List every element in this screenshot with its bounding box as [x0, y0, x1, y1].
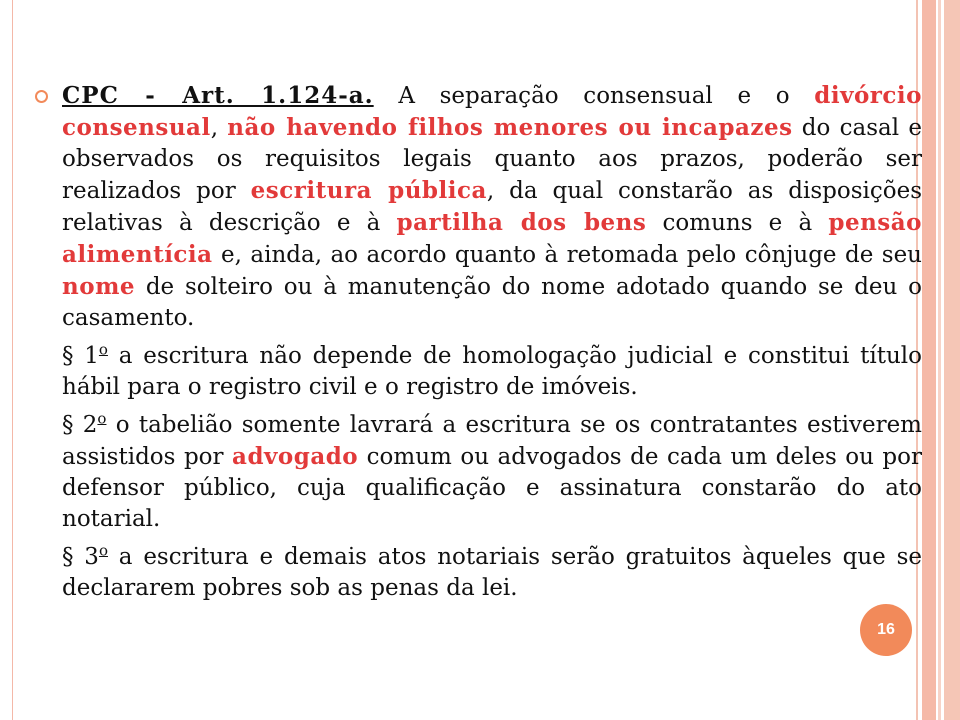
section-symbol: § 2 — [62, 412, 98, 438]
highlight-partilha: partilha dos bens — [396, 209, 647, 236]
text-segment: de solteiro ou à manutenção do nome adotado quando se deu o casamento. — [62, 274, 922, 331]
ordinal-sup: o — [98, 541, 108, 560]
right-frame-stripes — [916, 0, 960, 720]
section-symbol: § 3 — [62, 544, 99, 570]
highlight-escritura: escritura pública — [250, 177, 487, 204]
highlight-nome: nome — [62, 273, 136, 300]
highlight-filhos: não havendo filhos menores ou incapazes — [227, 114, 793, 141]
text-segment: , — [210, 115, 228, 141]
slide-content — [32, 80, 922, 611]
text-segment: do casal e observados os requisitos legais quanto aos prazos, poderão ser realizados por — [62, 115, 922, 204]
ordinal-sup: o — [97, 409, 107, 428]
article-reference: CPC - Art. 1.124-a. — [62, 82, 374, 109]
page-number-badge: 16 — [860, 604, 912, 656]
highlight-advogado: advogado — [232, 443, 359, 470]
text-segment: , da qual constarão as disposições relativas à descrição e à — [62, 178, 923, 236]
paragraph-2 — [32, 410, 922, 535]
left-frame-border — [0, 0, 13, 720]
bullet-circle-icon — [35, 90, 48, 103]
paragraph-1 — [32, 341, 922, 403]
highlight-pensao: pensão alimentícia — [62, 209, 922, 268]
paragraph-text: a escritura não depende de homologação judicial e constitui título hábil para o registro civil e o registro de imóveis. — [62, 343, 922, 400]
paragraph-text: comum ou advogados de cada um deles ou por defensor público, cuja qualificação e assinatura constarão do ato notarial. — [62, 444, 922, 532]
section-symbol: § 1 — [62, 343, 99, 369]
text-segment: comuns e à — [646, 210, 829, 236]
article-paragraph — [32, 80, 922, 334]
text-segment: A separação consensual e o — [373, 83, 815, 109]
text-segment: e, ainda, ao acordo quanto à retomada pelo cônjuge de seu — [212, 242, 922, 268]
ordinal-sup: o — [98, 340, 108, 359]
paragraph-text: o tabelião somente lavrará a escritura se os contratantes estiverem assistidos por — [62, 412, 922, 470]
highlight-divorcio: divórcio consensual — [62, 82, 922, 141]
paragraph-3 — [32, 542, 922, 604]
paragraph-text: a escritura e demais atos notariais serão gratuitos àqueles que se declararem pobres sob as penas da lei. — [62, 544, 922, 601]
